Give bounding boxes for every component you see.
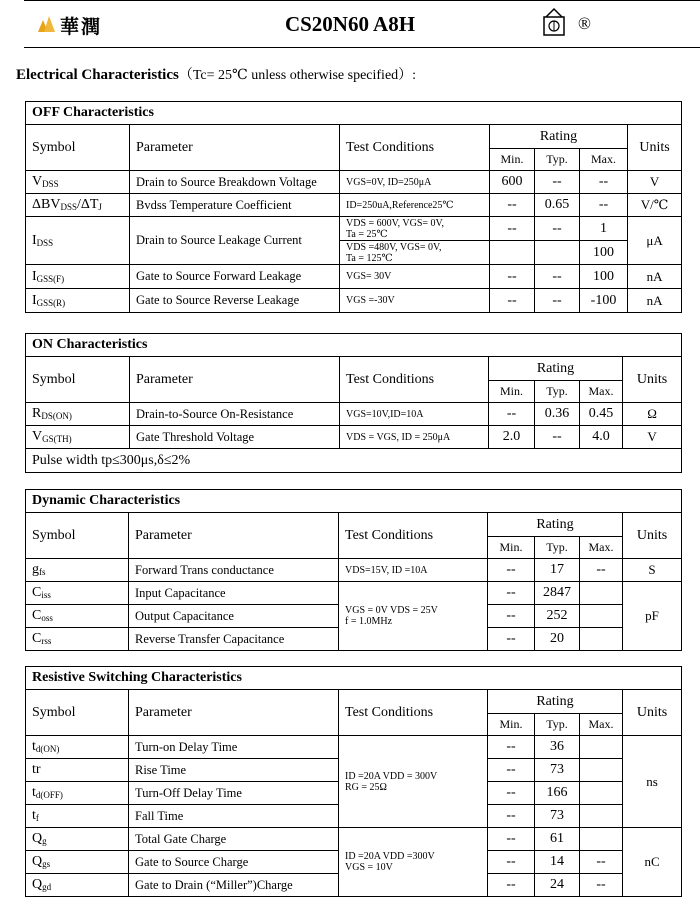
typ-cell: -- bbox=[535, 289, 580, 313]
col-typ: Typ. bbox=[535, 537, 580, 559]
max-cell bbox=[580, 759, 623, 782]
col-max: Max. bbox=[580, 714, 623, 736]
table-row bbox=[26, 828, 682, 851]
test-condition-cell: VDS = 600V, VGS= 0V, Ta = 25℃ bbox=[340, 217, 490, 241]
unit-cell: V/℃ bbox=[628, 194, 682, 217]
col-max: Max. bbox=[580, 149, 628, 171]
parameter-cell: Drain to Source Breakdown Voltage bbox=[130, 171, 340, 194]
parameter-cell: Gate to Source Forward Leakage bbox=[130, 265, 340, 289]
min-cell: -- bbox=[490, 265, 535, 289]
col-max: Max. bbox=[580, 381, 623, 403]
symbol-cell: $\Delta BV_{DSS}/\Delta T_J$ bbox=[26, 194, 130, 217]
min-cell: -- bbox=[488, 805, 535, 828]
test-condition-cell: VGS=10V,ID=10A bbox=[340, 403, 489, 426]
test-condition-cell: ID =20A VDD = 300V RG = 25Ω bbox=[339, 736, 488, 828]
col-min: Min. bbox=[488, 714, 535, 736]
min-cell: -- bbox=[490, 289, 535, 313]
max-cell: -- bbox=[580, 171, 628, 194]
parameter-cell: Gate Threshold Voltage bbox=[130, 426, 340, 449]
unit-cell: ns bbox=[623, 736, 682, 828]
min-cell: -- bbox=[489, 403, 535, 426]
col-test-conditions: Test Conditions bbox=[340, 357, 489, 403]
parameter-cell: Input Capacitance bbox=[129, 582, 339, 605]
col-units: Units bbox=[623, 513, 682, 559]
col-units: Units bbox=[623, 357, 682, 403]
max-cell: 100 bbox=[580, 241, 628, 265]
symbol-cell: $I_{DSS}$ bbox=[26, 217, 130, 265]
heading-conditions: （Tc= 25℃ unless otherwise specified）: bbox=[178, 68, 417, 83]
symbol-cell: $Q_g$ bbox=[26, 828, 129, 851]
typ-cell: 2847 bbox=[535, 582, 580, 605]
symbol-cell: $g_{fs}$ bbox=[26, 559, 129, 582]
test-condition-cell: VGS=0V, ID=250μA bbox=[340, 171, 490, 194]
max-cell bbox=[580, 582, 623, 605]
col-parameter: Parameter bbox=[130, 357, 340, 403]
parameter-cell: Bvdss Temperature Coefficient bbox=[130, 194, 340, 217]
company-name: 華潤 bbox=[60, 17, 103, 38]
test-condition-cell: ID=250uA,Reference25℃ bbox=[340, 194, 490, 217]
unit-cell: Ω bbox=[623, 403, 682, 426]
symbol-cell: $C_{oss}$ bbox=[26, 605, 129, 628]
max-cell bbox=[580, 805, 623, 828]
parameter-cell: Output Capacitance bbox=[129, 605, 339, 628]
typ-cell: 166 bbox=[535, 782, 580, 805]
dynamic-title: Dynamic Characteristics bbox=[26, 490, 682, 513]
registered-mark: ® bbox=[578, 14, 591, 33]
min-cell: 600 bbox=[490, 171, 535, 194]
parameter-cell: Forward Trans conductance bbox=[129, 559, 339, 582]
max-cell: -- bbox=[580, 559, 623, 582]
switching-characteristics-table bbox=[25, 666, 682, 897]
col-test-conditions: Test Conditions bbox=[339, 513, 488, 559]
max-cell bbox=[580, 605, 623, 628]
test-condition-cell: ID =20A VDD =300V VGS = 10V bbox=[339, 828, 488, 897]
parameter-cell: Gate to Drain (“Miller”)Charge bbox=[129, 874, 339, 897]
typ-cell bbox=[535, 241, 580, 265]
table-row bbox=[26, 736, 682, 759]
typ-cell: 73 bbox=[535, 805, 580, 828]
min-cell: -- bbox=[490, 194, 535, 217]
switching-title: Resistive Switching Characteristics bbox=[26, 667, 682, 690]
col-typ: Typ. bbox=[535, 149, 580, 171]
test-condition-cell: VDS =480V, VGS= 0V, Ta = 125℃ bbox=[340, 241, 490, 265]
max-cell: 4.0 bbox=[580, 426, 623, 449]
typ-cell: 0.65 bbox=[535, 194, 580, 217]
on-title: ON Characteristics bbox=[26, 334, 682, 357]
parameter-cell: Turn-Off Delay Time bbox=[129, 782, 339, 805]
parameter-cell: Reverse Transfer Capacitance bbox=[129, 628, 339, 651]
typ-cell: -- bbox=[535, 171, 580, 194]
symbol-cell: $V_{DSS}$ bbox=[26, 171, 130, 194]
col-symbol: Symbol bbox=[26, 125, 130, 171]
col-units: Units bbox=[628, 125, 682, 171]
off-characteristics-table bbox=[25, 101, 682, 313]
max-cell: -- bbox=[580, 874, 623, 897]
col-typ: Typ. bbox=[535, 714, 580, 736]
table-row bbox=[26, 194, 682, 217]
unit-cell: nA bbox=[628, 265, 682, 289]
max-cell bbox=[580, 736, 623, 759]
min-cell: -- bbox=[488, 582, 535, 605]
off-title: OFF Characteristics bbox=[26, 102, 682, 125]
parameter-cell: Gate to Source Reverse Leakage bbox=[130, 289, 340, 313]
parameter-cell: Rise Time bbox=[129, 759, 339, 782]
test-condition-cell: VGS = 0V VDS = 25V f = 1.0MHz bbox=[339, 582, 488, 651]
symbol-cell: $I_{GSS(F)}$ bbox=[26, 265, 130, 289]
typ-cell: 73 bbox=[535, 759, 580, 782]
max-cell: -100 bbox=[580, 289, 628, 313]
col-parameter: Parameter bbox=[129, 690, 339, 736]
col-units: Units bbox=[623, 690, 682, 736]
pulse-note: Pulse width tp≤300μs,δ≤2% bbox=[26, 449, 682, 473]
min-cell: -- bbox=[488, 736, 535, 759]
col-rating: Rating bbox=[490, 125, 628, 149]
section-heading bbox=[16, 64, 416, 84]
col-symbol: Symbol bbox=[26, 357, 130, 403]
parameter-cell: Drain-to-Source On-Resistance bbox=[130, 403, 340, 426]
max-cell: -- bbox=[580, 194, 628, 217]
unit-cell: V bbox=[623, 426, 682, 449]
min-cell: 2.0 bbox=[489, 426, 535, 449]
symbol-cell: $V_{GS(TH)}$ bbox=[26, 426, 130, 449]
min-cell: -- bbox=[488, 782, 535, 805]
typ-cell: 61 bbox=[535, 828, 580, 851]
min-cell: -- bbox=[488, 605, 535, 628]
min-cell: -- bbox=[488, 874, 535, 897]
test-condition-cell: VGS =-30V bbox=[340, 289, 490, 313]
typ-cell: 17 bbox=[535, 559, 580, 582]
col-max: Max. bbox=[580, 537, 623, 559]
symbol-cell: $Q_{gs}$ bbox=[26, 851, 129, 874]
symbol-cell: $C_{rss}$ bbox=[26, 628, 129, 651]
max-cell: 1 bbox=[580, 217, 628, 241]
table-row bbox=[26, 403, 682, 426]
typ-cell: 20 bbox=[535, 628, 580, 651]
col-min: Min. bbox=[488, 537, 535, 559]
table-row bbox=[26, 289, 682, 313]
max-cell bbox=[580, 628, 623, 651]
min-cell: -- bbox=[488, 628, 535, 651]
max-cell: -- bbox=[580, 851, 623, 874]
col-test-conditions: Test Conditions bbox=[339, 690, 488, 736]
parameter-cell: Turn-on Delay Time bbox=[129, 736, 339, 759]
unit-cell: V bbox=[628, 171, 682, 194]
col-parameter: Parameter bbox=[129, 513, 339, 559]
typ-cell: -- bbox=[535, 426, 580, 449]
parameter-cell: Gate to Source Charge bbox=[129, 851, 339, 874]
parameter-cell: Fall Time bbox=[129, 805, 339, 828]
test-condition-cell: VDS = VGS, ID = 250μA bbox=[340, 426, 489, 449]
parameter-cell: Drain to Source Leakage Current bbox=[130, 217, 340, 265]
symbol-cell: $I_{GSS(R)}$ bbox=[26, 289, 130, 313]
heading-title: Electrical Characteristics bbox=[16, 67, 179, 83]
typ-cell: 0.36 bbox=[535, 403, 580, 426]
col-rating: Rating bbox=[489, 357, 623, 381]
table-row bbox=[26, 582, 682, 605]
on-characteristics-table bbox=[25, 333, 682, 473]
col-symbol: Symbol bbox=[26, 513, 129, 559]
col-typ: Typ. bbox=[535, 381, 580, 403]
certification-mark-icon bbox=[540, 5, 568, 39]
col-test-conditions: Test Conditions bbox=[340, 125, 490, 171]
col-min: Min. bbox=[489, 381, 535, 403]
symbol-cell: $C_{iss}$ bbox=[26, 582, 129, 605]
test-condition-cell: VGS= 30V bbox=[340, 265, 490, 289]
col-rating: Rating bbox=[488, 690, 623, 714]
typ-cell: -- bbox=[535, 265, 580, 289]
test-condition-cell: VDS=15V, ID =10A bbox=[339, 559, 488, 582]
header-bottom-rule bbox=[24, 47, 700, 48]
unit-cell: pF bbox=[623, 582, 682, 651]
parameter-cell: Total Gate Charge bbox=[129, 828, 339, 851]
symbol-cell: $t_{d(ON)}$ bbox=[26, 736, 129, 759]
symbol-cell: $R_{DS(ON)}$ bbox=[26, 403, 130, 426]
table-row bbox=[26, 426, 682, 449]
page-header bbox=[0, 0, 700, 55]
min-cell bbox=[490, 241, 535, 265]
max-cell: 100 bbox=[580, 265, 628, 289]
part-number: CS20N60 A8H bbox=[284, 12, 416, 36]
col-parameter: Parameter bbox=[130, 125, 340, 171]
max-cell bbox=[580, 828, 623, 851]
min-cell: -- bbox=[490, 217, 535, 241]
symbol-cell: tr bbox=[26, 759, 129, 782]
unit-cell: μA bbox=[628, 217, 682, 265]
symbol-cell: $t_f$ bbox=[26, 805, 129, 828]
table-row bbox=[26, 171, 682, 194]
table-row bbox=[26, 559, 682, 582]
min-cell: -- bbox=[488, 759, 535, 782]
unit-cell: S bbox=[623, 559, 682, 582]
min-cell: -- bbox=[488, 559, 535, 582]
table-row bbox=[26, 217, 682, 241]
col-rating: Rating bbox=[488, 513, 623, 537]
symbol-cell: $Q_{gd}$ bbox=[26, 874, 129, 897]
col-min: Min. bbox=[490, 149, 535, 171]
max-cell bbox=[580, 782, 623, 805]
table-row bbox=[26, 265, 682, 289]
typ-cell: 252 bbox=[535, 605, 580, 628]
max-cell: 0.45 bbox=[580, 403, 623, 426]
symbol-cell: $t_{d(OFF)}$ bbox=[26, 782, 129, 805]
typ-cell: 14 bbox=[535, 851, 580, 874]
typ-cell: -- bbox=[535, 217, 580, 241]
unit-cell: nC bbox=[623, 828, 682, 897]
typ-cell: 24 bbox=[535, 874, 580, 897]
dynamic-characteristics-table bbox=[25, 489, 682, 651]
min-cell: -- bbox=[488, 828, 535, 851]
typ-cell: 36 bbox=[535, 736, 580, 759]
col-symbol: Symbol bbox=[26, 690, 129, 736]
unit-cell: nA bbox=[628, 289, 682, 313]
header-top-rule bbox=[24, 0, 700, 1]
min-cell: -- bbox=[488, 851, 535, 874]
